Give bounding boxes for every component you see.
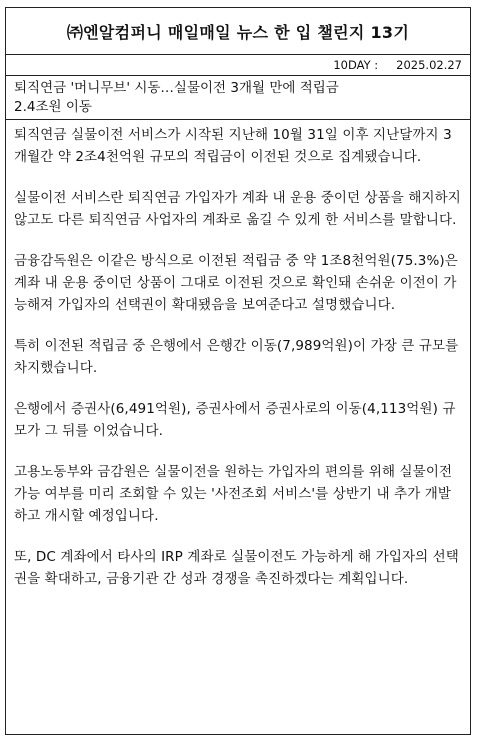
paragraph-6: 고용노동부와 금감원은 실물이전을 원하는 가입자의 편의를 위해 실물이전 가능 여부를 미리 조회할 수 있는 '사전조회 서비스'를 상반기 내 추가 개발하고 개시할 예정입니다.	[14, 464, 453, 524]
headline-line-2: 2.4조원 이동	[14, 99, 92, 115]
date-row	[6, 55, 470, 76]
article-body	[6, 120, 470, 590]
headline-line-1: 퇴직연금 '머니무브' 시동…실물이전 3개월 만에 적립금	[14, 80, 339, 96]
day-label: 10DAY :	[333, 58, 379, 72]
challenge-sheet	[5, 7, 471, 735]
paragraph-5: 은행에서 증권사(6,491억원), 증권사에서 증권사로의 이동(4,113억원) 규모가 그 뒤를 이었습니다.	[14, 401, 456, 439]
sheet-title: ㈜엔알컴퍼니 매일매일 뉴스 한 입 챌린지 13기	[6, 8, 470, 55]
headline	[6, 76, 470, 120]
paragraph-2: 실물이전 서비스란 퇴직연금 가입자가 계좌 내 운용 중이던 상품을 해지하지 않고도 다른 퇴직연금 사업자의 계좌로 옮길 수 있게 한 서비스를 말합니다.	[14, 190, 461, 228]
paragraph-7: 또, DC 계좌에서 타사의 IRP 계좌로 실물이전도 가능하게 해 가입자의 선택권을 확대하고, 금융기관 간 성과 경쟁을 촉진하겠다는 계획입니다.	[14, 549, 459, 587]
date-value: 2025.02.27	[396, 58, 462, 72]
paragraph-1: 퇴직연금 실물이전 서비스가 시작된 지난해 10월 31일 이후 지난달까지 3개월간 약 2조4천억원 규모의 적립금이 이전된 것으로 집계됐습니다.	[14, 127, 452, 165]
paragraph-4: 특히 이전된 적립금 중 은행에서 은행간 이동(7,989억원)이 가장 큰 규모를 차지했습니다.	[14, 338, 459, 376]
paragraph-3: 금융감독원은 이같은 방식으로 이전된 적립금 중 약 1조8천억원(75.3%)은 계좌 내 운용 중이던 상품이 그대로 이전된 것으로 확인돼 손쉬운 이전이 가능해져 가입자의 선택권이 확대됐음을 보여준다고 설명했습니다.	[14, 253, 458, 313]
